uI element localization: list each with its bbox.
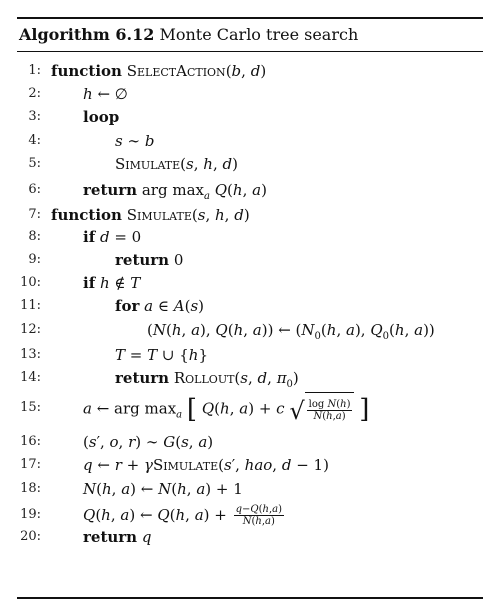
line-number: 12: [20,321,41,337]
line-code: function SelectAction(b, d) [51,61,267,80]
line-code: return 0 [115,250,184,269]
code-line [17,226,483,248]
code-line [17,392,483,424]
code-line [17,367,483,389]
code-line [17,478,483,500]
code-line [17,153,483,175]
line-code: return Rollout(s, d, $\pi_0$) [115,368,299,390]
caption-rule [17,51,483,52]
line-code: if d = 0 [83,227,142,246]
line-code: function Simulate(s, h, d) [51,205,250,224]
line-number: 10: [20,274,41,290]
code-line [17,526,483,548]
code-line [17,106,483,128]
line-code: T = T ∪ {h} [115,345,209,364]
code-line [17,431,483,453]
code-line [17,130,483,152]
line-number: 18: [20,480,41,496]
code-line [17,454,483,476]
line-code: for a ∈ A(s) [115,296,205,315]
code-line [17,319,483,341]
line-number: 7: [28,206,41,222]
code-line [17,295,483,317]
algorithm-block [17,17,483,546]
algorithm-label: Algorithm 6.12 [19,24,155,44]
line-number: 19: [20,506,41,522]
line-code: if h ∉ T [83,273,141,292]
code-line [17,179,483,201]
line-number: 5: [28,155,41,171]
line-number: 11: [20,297,41,313]
line-number: 20: [20,528,41,544]
line-number: 2: [28,85,41,101]
line-number: 16: [20,433,41,449]
algorithm-title: Monte Carlo tree search [159,24,359,44]
line-code: (s′, o, r) ∼ G(s, a) [83,432,214,451]
code-line [17,249,483,271]
line-code: Q(h, a) ← Q(h, a) + $\frac{q-Q(h,a)}{N(h,a)}$ [83,504,283,527]
line-number: 3: [28,108,41,124]
code-line [17,204,483,226]
line-code: (N(h, a), Q(h, a)) ← ($N_0(h$, a), $Q_0(h$, a)) [147,320,435,342]
line-code: q ← r + γSimulate(s′, hao, d − 1) [83,455,329,474]
line-code: N(h, a) ← N(h, a) + 1 [83,479,243,498]
code-line [17,83,483,105]
line-number: 17: [20,456,41,472]
bottom-rule [17,597,483,599]
algorithm-caption [17,19,483,51]
line-number: 6: [28,181,41,197]
line-number: 1: [28,62,41,78]
line-code: return arg $\max_a Q(h$, a) [83,180,267,202]
code-line [17,344,483,366]
code-line [17,503,483,527]
line-number: 13: [20,346,41,362]
line-code: s ∼ b [115,131,155,150]
line-code: h ← ∅ [83,84,128,103]
line-code: a ← arg $\max_a$ [ Q(h, a) + c √ $\frac{\text{log N(h)}}{N(h,a)}$ ] [83,394,370,425]
line-code: Simulate(s, h, d) [115,154,238,173]
line-number: 14: [20,369,41,385]
line-number: 9: [28,251,41,267]
line-number: 8: [28,228,41,244]
line-number: 4: [28,132,41,148]
line-code: loop [83,107,120,126]
code-line [17,272,483,294]
code-line [17,60,483,82]
line-code: return q [83,527,152,546]
line-number: 15: [20,399,41,415]
